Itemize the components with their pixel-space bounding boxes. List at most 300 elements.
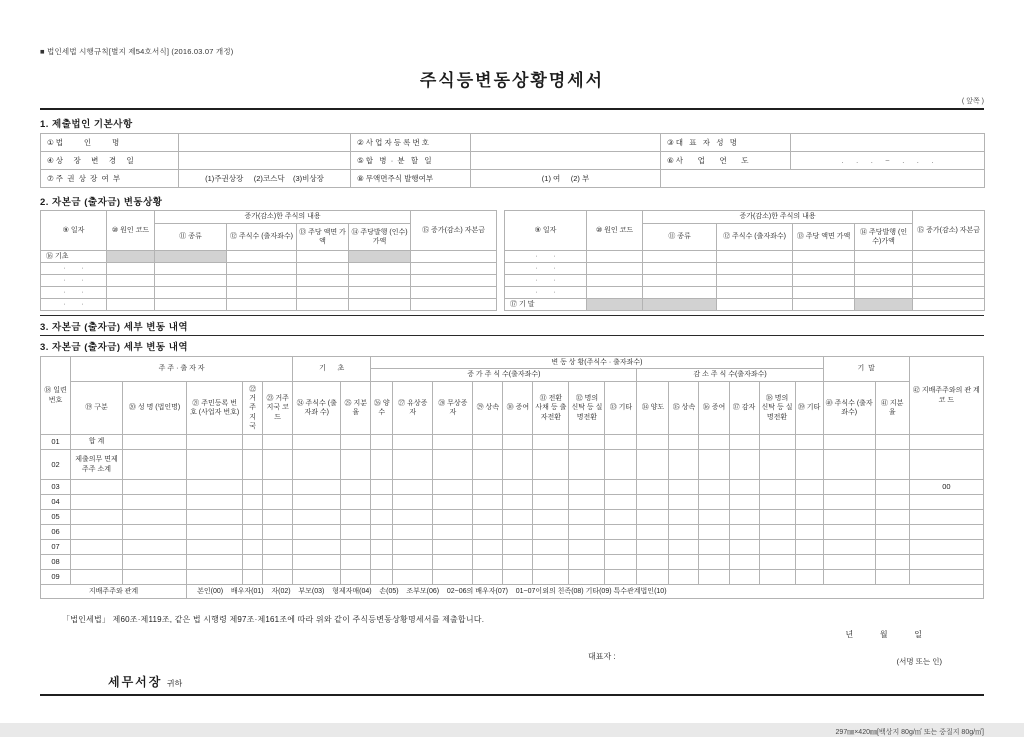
date-col-header: ⑨ 일자 — [41, 211, 107, 251]
entry-cell — [473, 525, 503, 540]
entry-cell — [875, 540, 909, 555]
entry-cell — [187, 480, 243, 495]
entry-cell — [349, 299, 411, 311]
entry-cell — [123, 555, 187, 570]
entry-cell — [643, 251, 717, 263]
entry-cell — [263, 525, 293, 540]
entry-cell — [503, 495, 533, 510]
entry-cell — [243, 510, 263, 525]
date-dots-cell: · · — [41, 287, 107, 299]
entry-cell — [669, 555, 699, 570]
entry-cell — [503, 525, 533, 540]
form-regulation-note: ■ 법인세법 시행규칙[별지 제54호서식] (2016.03.07 개정) — [40, 47, 234, 56]
serial-no-col-header: ⑱ 일련 번호 — [41, 357, 71, 435]
entry-cell — [605, 570, 637, 585]
entry-cell — [107, 251, 155, 263]
entry-cell — [433, 435, 473, 450]
horizontal-rule — [40, 335, 984, 336]
entry-cell — [533, 540, 569, 555]
entry-cell — [699, 540, 729, 555]
entry-cell — [717, 287, 793, 299]
entry-cell — [637, 555, 669, 570]
col-header-name: ⑳ 성 명 (법인명) — [123, 382, 187, 435]
entry-cell — [759, 480, 795, 495]
entry-cell — [759, 510, 795, 525]
corp-name-label: ① 법 인 명 — [41, 134, 179, 152]
date-dots-cell: · · — [505, 263, 587, 275]
col-header-other-inc: ㉝ 기타 — [605, 382, 637, 435]
entry-cell — [393, 480, 433, 495]
merger-split-date-value — [471, 152, 661, 170]
col-header-residence-country: ㉒ 거 주 지 국 — [243, 382, 263, 435]
entry-cell — [155, 251, 227, 263]
entry-cell — [123, 570, 187, 585]
beginning-group-header: 기 초 — [293, 357, 371, 382]
row-label-exempt-subtotal: 제출의무 면제주주 소계 — [71, 450, 123, 480]
entry-cell — [433, 570, 473, 585]
entry-cell — [433, 555, 473, 570]
par-value-col-header: ⑬ 주당 액면 가액 — [793, 224, 855, 251]
entry-cell — [875, 555, 909, 570]
col-header-end-ratio: ㊶ 지분율 — [875, 382, 909, 435]
entry-cell — [371, 510, 393, 525]
entry-cell — [533, 435, 569, 450]
merger-split-date-label: ⑤ 합 병 · 분 할 일 — [351, 152, 471, 170]
col-header-acquired: ㉖ 양 수 — [371, 382, 393, 435]
shareholder-group-header: 주 주 · 출 자 자 — [71, 357, 293, 382]
recipient-name: 세무서장 — [108, 675, 163, 689]
entry-cell — [717, 251, 793, 263]
entry-cell — [293, 435, 341, 450]
entry-cell — [123, 510, 187, 525]
entry-cell — [341, 540, 371, 555]
date-col-header: ⑨ 일자 — [505, 211, 587, 251]
entry-cell — [371, 435, 393, 450]
entry-cell — [569, 510, 605, 525]
entry-cell — [533, 570, 569, 585]
entry-cell — [123, 450, 187, 480]
entry-cell — [371, 555, 393, 570]
entry-cell — [393, 450, 433, 480]
entry-cell — [759, 495, 795, 510]
entry-cell — [371, 450, 393, 480]
entry-cell — [717, 275, 793, 287]
entry-cell — [855, 251, 913, 263]
entry-cell — [909, 435, 983, 450]
entry-cell — [371, 525, 393, 540]
relation-legend-codes: 본인(00) 배우자(01) 자(02) 부모(03) 형제자매(04) 손(05) 조부모(06) 02~06의 배우자(07) 01~07이외의 친족(08) 기타(09) 특수관계법인(10) — [187, 585, 984, 599]
col-header-end-shares: ㊵ 주식수 (출자좌수) — [823, 382, 875, 435]
col-header-resident-no: ㉑ 주민등록 번호 (사업자 번호) — [187, 382, 243, 435]
entry-cell — [503, 480, 533, 495]
entry-cell — [107, 263, 155, 275]
entry-cell — [669, 510, 699, 525]
entry-cell — [393, 570, 433, 585]
entry-cell — [729, 555, 759, 570]
row-serial: 06 — [41, 525, 71, 540]
entry-cell — [605, 510, 637, 525]
col-header-inherit-dec: ㉟ 상속 — [669, 382, 699, 435]
increase-group-header: 증 가 주 식 수(출자좌수) — [371, 369, 637, 382]
entry-cell — [293, 495, 341, 510]
entry-cell — [433, 510, 473, 525]
entry-cell — [393, 555, 433, 570]
par-value-col-header: ⑬ 주당 액면 가액 — [297, 224, 349, 251]
entry-cell — [155, 263, 227, 275]
entry-cell — [123, 480, 187, 495]
entry-cell — [795, 495, 823, 510]
entry-cell — [669, 435, 699, 450]
kind-col-header: ⑪ 종류 — [643, 224, 717, 251]
entry-cell — [263, 495, 293, 510]
no-par-stock-label: ⑧ 무액면주식 발행여부 — [351, 170, 471, 188]
entry-cell — [729, 495, 759, 510]
entry-cell — [729, 450, 759, 480]
entry-cell — [699, 555, 729, 570]
capital-col-header: ⑮ 증가(감소) 자본금 — [411, 211, 497, 251]
entry-cell — [699, 525, 729, 540]
entry-cell — [243, 570, 263, 585]
entry-cell — [637, 435, 669, 450]
entry-cell — [569, 570, 605, 585]
date-dots-cell: · · — [41, 299, 107, 311]
front-side-label: ( 앞쪽 ) — [961, 98, 984, 105]
entry-cell — [411, 287, 497, 299]
entry-cell — [759, 450, 795, 480]
row-serial: 08 — [41, 555, 71, 570]
entry-cell — [297, 263, 349, 275]
entry-cell — [411, 275, 497, 287]
decrease-group-header: 감 소 주 식 수(출자좌수) — [637, 369, 823, 382]
date-dots-cell: · · — [41, 275, 107, 287]
entry-cell — [759, 570, 795, 585]
entry-cell — [605, 480, 637, 495]
entry-cell — [909, 495, 983, 510]
biz-reg-no-value — [471, 134, 661, 152]
col-header-trust-real-dec: ㊳ 명의 신탁 등 실명전환 — [759, 382, 795, 435]
col-header-inherit-inc: ㉙ 상속 — [473, 382, 503, 435]
entry-cell — [433, 540, 473, 555]
entry-cell — [909, 510, 983, 525]
entry-cell — [349, 287, 411, 299]
entry-cell — [637, 450, 669, 480]
entry-cell — [855, 263, 913, 275]
entry-cell — [793, 299, 855, 311]
entry-cell — [569, 555, 605, 570]
entry-cell — [187, 435, 243, 450]
date-dots-cell: · · — [505, 251, 587, 263]
entry-cell — [71, 510, 123, 525]
section3-title: 3. 자본금 (출자금) 세부 변동 내역 — [40, 322, 189, 333]
entry-cell — [297, 287, 349, 299]
biz-reg-no-label: ② 사 업 자 등 록 번 호 — [351, 134, 471, 152]
share-count-col-header: ⑫ 주식수 (출자좌수) — [227, 224, 297, 251]
entry-cell — [293, 525, 341, 540]
entry-cell — [341, 480, 371, 495]
entry-cell — [669, 495, 699, 510]
capital-change-table-left — [40, 210, 497, 311]
entry-cell — [411, 263, 497, 275]
entry-cell — [341, 435, 371, 450]
entry-cell — [855, 275, 913, 287]
entry-cell — [341, 450, 371, 480]
entry-cell — [227, 287, 297, 299]
entry-cell — [729, 510, 759, 525]
entry-cell — [823, 540, 875, 555]
date-blank-line: 년 월 일 — [845, 630, 922, 639]
entry-cell — [823, 525, 875, 540]
entry-cell — [187, 495, 243, 510]
entry-cell — [823, 510, 875, 525]
cause-code-col-header: ⑩ 원인 코드 — [107, 211, 155, 251]
entry-cell — [875, 480, 909, 495]
horizontal-rule — [40, 694, 984, 696]
entry-cell — [699, 450, 729, 480]
section1-title: 1. 제출법인 기본사항 — [40, 119, 133, 130]
entry-cell — [293, 555, 341, 570]
entry-cell — [637, 510, 669, 525]
entry-cell — [729, 435, 759, 450]
entry-cell — [699, 480, 729, 495]
entry-cell — [393, 435, 433, 450]
paper-spec-note: 297㎜×420㎜[백상지 80g/㎡ 또는 중질지 80g/㎡] — [835, 729, 984, 736]
entry-cell — [569, 435, 605, 450]
entry-cell — [759, 435, 795, 450]
entry-cell — [411, 251, 497, 263]
entry-cell — [393, 540, 433, 555]
entry-cell — [293, 480, 341, 495]
relation-legend-label: 지배주주와 관계 — [41, 585, 187, 599]
capital-change-tables — [40, 210, 984, 311]
entry-cell — [503, 540, 533, 555]
entry-cell — [913, 299, 985, 311]
entry-cell — [341, 495, 371, 510]
entry-cell — [699, 495, 729, 510]
entry-cell — [243, 540, 263, 555]
cause-code-col-header: ⑩ 원인 코드 — [587, 211, 643, 251]
entry-cell — [605, 450, 637, 480]
row-serial: 09 — [41, 570, 71, 585]
entry-cell — [187, 510, 243, 525]
change-status-group-header: 변 동 상 황(주식수 · 출자좌수) — [371, 357, 823, 369]
capital-change-table-right — [504, 210, 985, 311]
business-year-label: ⑥ 사 업 연 도 — [661, 152, 791, 170]
entry-cell — [123, 495, 187, 510]
col-header-capital-reduction: ㊲ 감자 — [729, 382, 759, 435]
entry-cell — [759, 540, 795, 555]
stock-listed-label: ⑦ 주 권 상 장 여 부 — [41, 170, 179, 188]
horizontal-rule — [40, 108, 984, 110]
entry-cell — [227, 275, 297, 287]
entry-cell — [855, 287, 913, 299]
entry-cell — [569, 480, 605, 495]
entry-cell — [909, 540, 983, 555]
entry-cell — [795, 570, 823, 585]
entry-cell — [263, 480, 293, 495]
entry-cell — [669, 570, 699, 585]
row-serial: 02 — [41, 450, 71, 480]
date-dots-cell: · · — [505, 275, 587, 287]
entry-cell — [349, 275, 411, 287]
entry-cell — [533, 510, 569, 525]
ceo-name-label: ③ 대 표 자 성 명 — [661, 134, 791, 152]
entry-cell — [107, 299, 155, 311]
entry-cell — [699, 435, 729, 450]
entry-cell — [643, 275, 717, 287]
entry-cell — [637, 570, 669, 585]
entry-cell — [503, 435, 533, 450]
representative-label: 대표자 : — [588, 652, 616, 661]
entry-cell — [669, 540, 699, 555]
entry-cell — [263, 570, 293, 585]
entry-cell — [669, 480, 699, 495]
entry-cell — [371, 570, 393, 585]
entry-cell — [371, 495, 393, 510]
entry-cell — [341, 510, 371, 525]
ending-group-header: 기 말 — [823, 357, 909, 382]
entry-cell — [855, 299, 913, 311]
entry-cell — [875, 495, 909, 510]
entry-cell — [341, 525, 371, 540]
entry-cell — [533, 450, 569, 480]
entry-cell — [393, 510, 433, 525]
entry-cell — [263, 555, 293, 570]
entry-cell — [71, 480, 123, 495]
basic-info-table — [40, 133, 985, 188]
entry-cell — [533, 525, 569, 540]
entry-cell — [717, 299, 793, 311]
entry-cell — [71, 525, 123, 540]
entry-cell — [187, 555, 243, 570]
entry-cell — [913, 251, 985, 263]
entry-cell — [293, 450, 341, 480]
entry-cell — [823, 450, 875, 480]
entry-cell — [293, 540, 341, 555]
entry-cell — [643, 299, 717, 311]
entry-cell — [795, 555, 823, 570]
entry-cell — [533, 495, 569, 510]
entry-cell — [637, 540, 669, 555]
entry-cell — [795, 480, 823, 495]
entry-cell — [433, 525, 473, 540]
entry-cell — [587, 263, 643, 275]
entry-cell — [823, 555, 875, 570]
entry-cell — [243, 525, 263, 540]
entry-cell — [293, 570, 341, 585]
ceo-name-value — [791, 134, 985, 152]
col-header-convertible: ㉛ 전환 사채 등 출자전환 — [533, 382, 569, 435]
col-header-bonus-increase: ㉘ 무상증자 — [433, 382, 473, 435]
entry-cell — [473, 450, 503, 480]
entry-cell — [605, 495, 637, 510]
entry-cell — [187, 525, 243, 540]
no-par-stock-options: (1) 여 (2) 부 — [471, 170, 661, 188]
entry-cell — [669, 525, 699, 540]
row-serial: 01 — [41, 435, 71, 450]
entry-cell — [227, 299, 297, 311]
issue-price-col-header: ⑭ 주당발행 (인수)가액 — [349, 224, 411, 251]
col-header-begin-shares: ㉔ 주식수 (출자좌 수) — [293, 382, 341, 435]
entry-cell — [569, 540, 605, 555]
entry-cell — [243, 495, 263, 510]
entry-cell — [371, 480, 393, 495]
entry-cell — [349, 251, 411, 263]
entry-cell — [503, 570, 533, 585]
page-title: 주식등변동상황명세서 — [419, 71, 605, 90]
entry-cell — [569, 495, 605, 510]
entry-cell — [187, 450, 243, 480]
entry-cell — [605, 435, 637, 450]
entry-cell — [793, 251, 855, 263]
entry-cell — [823, 480, 875, 495]
entry-cell — [605, 540, 637, 555]
entry-cell — [569, 450, 605, 480]
entry-cell — [243, 480, 263, 495]
row-serial: 04 — [41, 495, 71, 510]
recipient-honorific: 귀하 — [166, 679, 183, 688]
col-header-country-code: ㉓ 거주 지국 코드 — [263, 382, 293, 435]
entry-cell — [795, 510, 823, 525]
entry-cell — [433, 495, 473, 510]
entry-cell — [669, 450, 699, 480]
entry-cell — [155, 275, 227, 287]
entry-cell — [875, 525, 909, 540]
section3-block — [40, 315, 984, 353]
issue-price-col-header: ⑭ 주당발행 (인수)가액 — [855, 224, 913, 251]
entry-cell — [297, 251, 349, 263]
entry-cell — [243, 555, 263, 570]
entry-cell — [605, 555, 637, 570]
entry-cell — [243, 450, 263, 480]
detail-change-table — [40, 356, 984, 599]
entry-cell — [371, 540, 393, 555]
entry-cell — [155, 299, 227, 311]
entry-cell — [341, 555, 371, 570]
date-dots-cell: · · — [505, 287, 587, 299]
entry-cell — [123, 525, 187, 540]
capital-col-header: ⑮ 증가(감소) 자본금 — [913, 211, 985, 251]
entry-cell — [875, 570, 909, 585]
section2-title: 2. 자본금 (출자금) 변동상황 — [40, 197, 163, 208]
row-serial: 05 — [41, 510, 71, 525]
entry-cell — [729, 540, 759, 555]
entry-cell — [587, 287, 643, 299]
entry-cell — [823, 435, 875, 450]
entry-cell — [637, 495, 669, 510]
share-detail-group-header: 증가(감소)한 주식의 내용 — [155, 211, 411, 224]
entry-cell — [569, 525, 605, 540]
relation-code-value: 00 — [909, 480, 983, 495]
entry-cell — [411, 299, 497, 311]
listing-change-date-label: ④ 상 장 변 경 일 — [41, 152, 179, 170]
entry-cell — [297, 275, 349, 287]
entry-cell — [393, 495, 433, 510]
entry-cell — [823, 570, 875, 585]
entry-cell — [187, 570, 243, 585]
entry-cell — [71, 540, 123, 555]
entry-cell — [187, 540, 243, 555]
entry-cell — [71, 570, 123, 585]
entry-cell — [71, 495, 123, 510]
col-header-trust-real-inc: ㉜ 명의 신탁 등 실명전환 — [569, 382, 605, 435]
listing-change-date-value — [179, 152, 351, 170]
entry-cell — [123, 540, 187, 555]
entry-cell — [875, 450, 909, 480]
entry-cell — [729, 570, 759, 585]
entry-cell — [913, 275, 985, 287]
entry-cell — [473, 495, 503, 510]
entry-cell — [263, 435, 293, 450]
